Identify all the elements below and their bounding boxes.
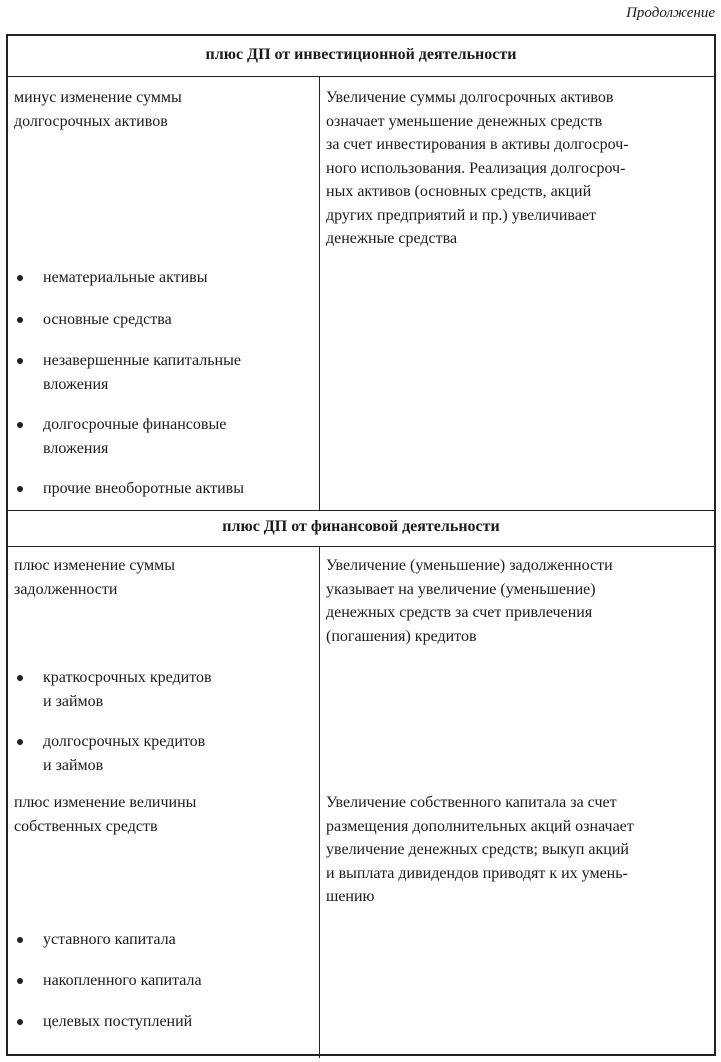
text-line: указывает на увеличение (уменьшение) — [326, 580, 596, 598]
text-line: долгосрочных кредитов — [43, 733, 206, 750]
text-line: Увеличение (уменьшение) задолженности — [326, 557, 613, 574]
bullet-icon — [17, 739, 23, 745]
text-line: денежные средства — [326, 230, 458, 247]
text-line: Увеличение суммы долгосрочных активов — [326, 89, 614, 106]
text-line: долгосрочные финансовые — [43, 416, 227, 433]
row-equity-right — [326, 791, 714, 909]
text-line: собственных средств — [14, 817, 158, 835]
cash-flow-table — [6, 34, 716, 1056]
text-line: незавершенные капитальные — [43, 352, 241, 369]
bullet-icon — [17, 675, 23, 681]
table-divider — [8, 510, 714, 511]
section-heading-investing: плюс ДП от инвестиционной деятельности — [205, 46, 517, 63]
text-line: и займов — [43, 756, 104, 774]
text-line: денежных средств за счет привлечения — [326, 604, 593, 621]
row-debt-left — [14, 554, 309, 601]
bullet-icon — [17, 978, 23, 984]
text-line: вложения — [43, 439, 109, 457]
text-line: основные средства — [43, 311, 172, 328]
text-line: прочие внеоборотные активы — [43, 480, 244, 497]
text-line: ного использования. Реализация долгосроч- — [326, 159, 626, 177]
table-divider — [8, 76, 714, 77]
row-investing-right — [326, 86, 714, 251]
text-line: плюс изменение величины — [14, 794, 197, 811]
text-line: краткосрочных кредитов — [43, 669, 212, 686]
row-debt-right — [326, 554, 714, 648]
text-line: уставного капитала — [43, 931, 176, 948]
bullet-icon — [17, 275, 23, 281]
text-line: долгосрочных активов — [14, 112, 168, 130]
text-line: целевых поступлений — [43, 1013, 193, 1030]
bullet-icon — [17, 422, 23, 428]
column-divider — [319, 546, 320, 1058]
section-heading-financing: плюс ДП от финансовой деятельности — [222, 518, 500, 535]
text-line: задолженности — [14, 580, 118, 598]
text-line: плюс изменение суммы — [14, 557, 176, 574]
bullet-icon — [17, 1019, 23, 1025]
text-line: и выплата дивидендов приводят к их умень- — [326, 864, 628, 882]
text-line: увеличение денежных средств; выкуп акций — [326, 841, 629, 858]
bullet-icon — [17, 486, 23, 492]
text-line: за счет инвестирования в активы долгосроч- — [326, 136, 629, 153]
text-line: нематериальные активы — [43, 269, 208, 286]
text-line: (погашения) кредитов — [326, 627, 477, 645]
text-line: накопленного капитала — [43, 972, 202, 989]
row-investing-left — [14, 86, 309, 133]
text-line: вложения — [43, 375, 109, 393]
bullet-icon — [17, 937, 23, 943]
bullet-icon — [17, 317, 23, 323]
text-line: минус изменение суммы — [14, 89, 182, 106]
continued-label: Продолжение — [626, 5, 715, 21]
text-line: означает уменьшение денежных средств — [326, 112, 603, 130]
text-line: и займов — [43, 692, 104, 710]
row-equity-left — [14, 791, 309, 838]
text-line: других предприятий и пр.) увеличивает — [326, 206, 596, 224]
bullet-icon — [17, 358, 23, 364]
text-line: шению — [326, 888, 375, 905]
table-divider — [8, 546, 714, 547]
column-divider — [319, 76, 320, 510]
text-line: Увеличение собственного капитала за счет — [326, 794, 617, 811]
text-line: размещения дополнительных акций означает — [326, 817, 634, 835]
text-line: ных активов (основных средств, акций — [326, 183, 592, 200]
